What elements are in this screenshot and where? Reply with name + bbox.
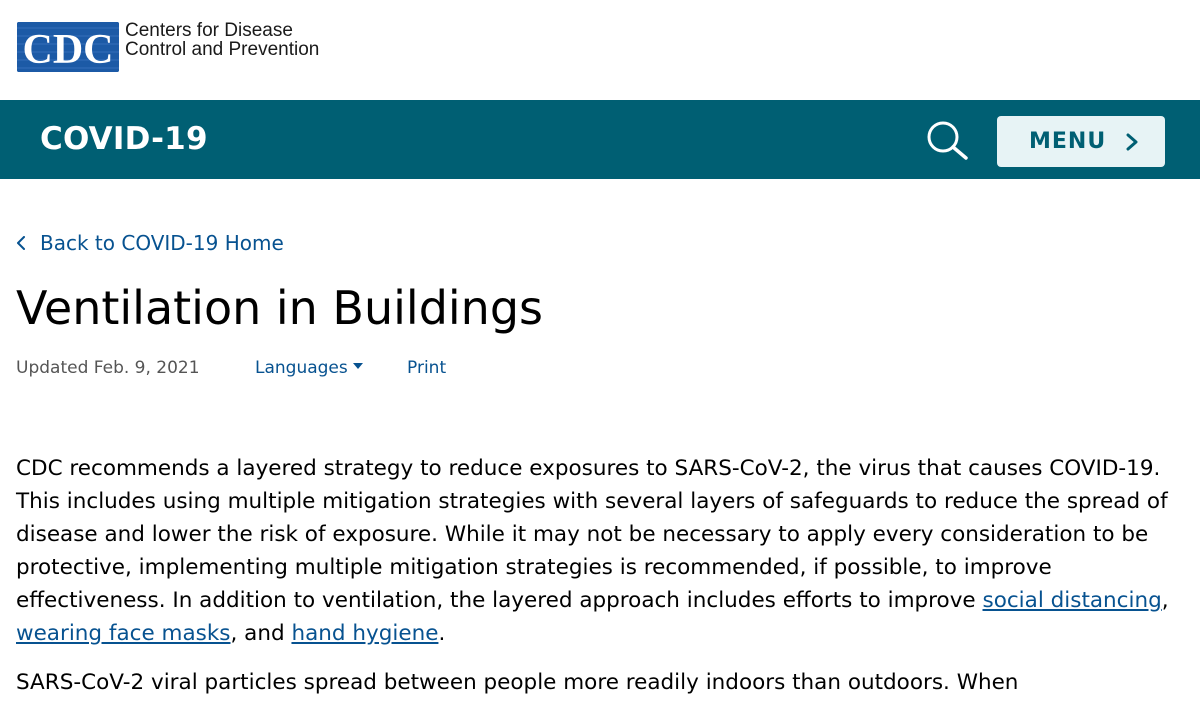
cdc-logo[interactable] [17, 22, 119, 72]
site-header [0, 0, 1200, 100]
main-content [16, 452, 1196, 715]
org-name-line2: Control and Prevention [125, 39, 320, 60]
paragraph-1-text: CDC recommends a layered strategy to reduce exposures to SARS-CoV-2, the virus that causes COVID-19. This includes using multiple mitigation strategies with several layers of safeguards to reduce the spread of disease and lower the risk of exposure. While it may not be necessary to apply every consideration to be protective, implementing multiple mitigation strategies is recommended, if possible, to improve effectiveness. In addition to ventilation, the layered approach includes efforts to improve [16, 456, 1168, 613]
paragraph-1-end: . [438, 621, 446, 646]
page-title: Ventilation in Buildings [16, 281, 544, 335]
face-masks-link[interactable]: wearing face masks [16, 621, 231, 646]
search-button[interactable] [920, 116, 972, 164]
languages-dropdown[interactable] [255, 356, 363, 380]
page-meta [16, 356, 447, 380]
back-link-label: Back to COVID-19 Home [40, 231, 284, 255]
back-link[interactable] [16, 229, 284, 257]
org-name[interactable] [125, 21, 385, 59]
menu-button[interactable] [997, 116, 1165, 167]
logo-text: CDC [22, 27, 114, 72]
caret-down-icon [353, 363, 363, 369]
social-distancing-link[interactable]: social distancing [982, 588, 1162, 613]
paragraph-1-sep2: , and [230, 621, 292, 646]
menu-label: MENU [1029, 129, 1107, 154]
print-link[interactable]: Print [407, 358, 447, 378]
languages-label: Languages [255, 358, 348, 378]
paragraph-1-sep1: , [1161, 588, 1169, 613]
updated-date: Updated Feb. 9, 2021 [16, 358, 200, 378]
topic-title[interactable]: COVID-19 [40, 121, 208, 157]
chevron-left-icon [16, 236, 26, 250]
search-icon [920, 116, 972, 164]
hand-hygiene-link[interactable]: hand hygiene [291, 621, 439, 646]
paragraph-viral-particles: SARS-CoV-2 viral particles spread between people more readily indoors than outdoors. When [16, 670, 1019, 695]
chevron-right-icon [1125, 133, 1139, 151]
org-name-line1: Centers for Disease [125, 20, 293, 41]
paragraph-layered-strategy [16, 452, 1196, 650]
